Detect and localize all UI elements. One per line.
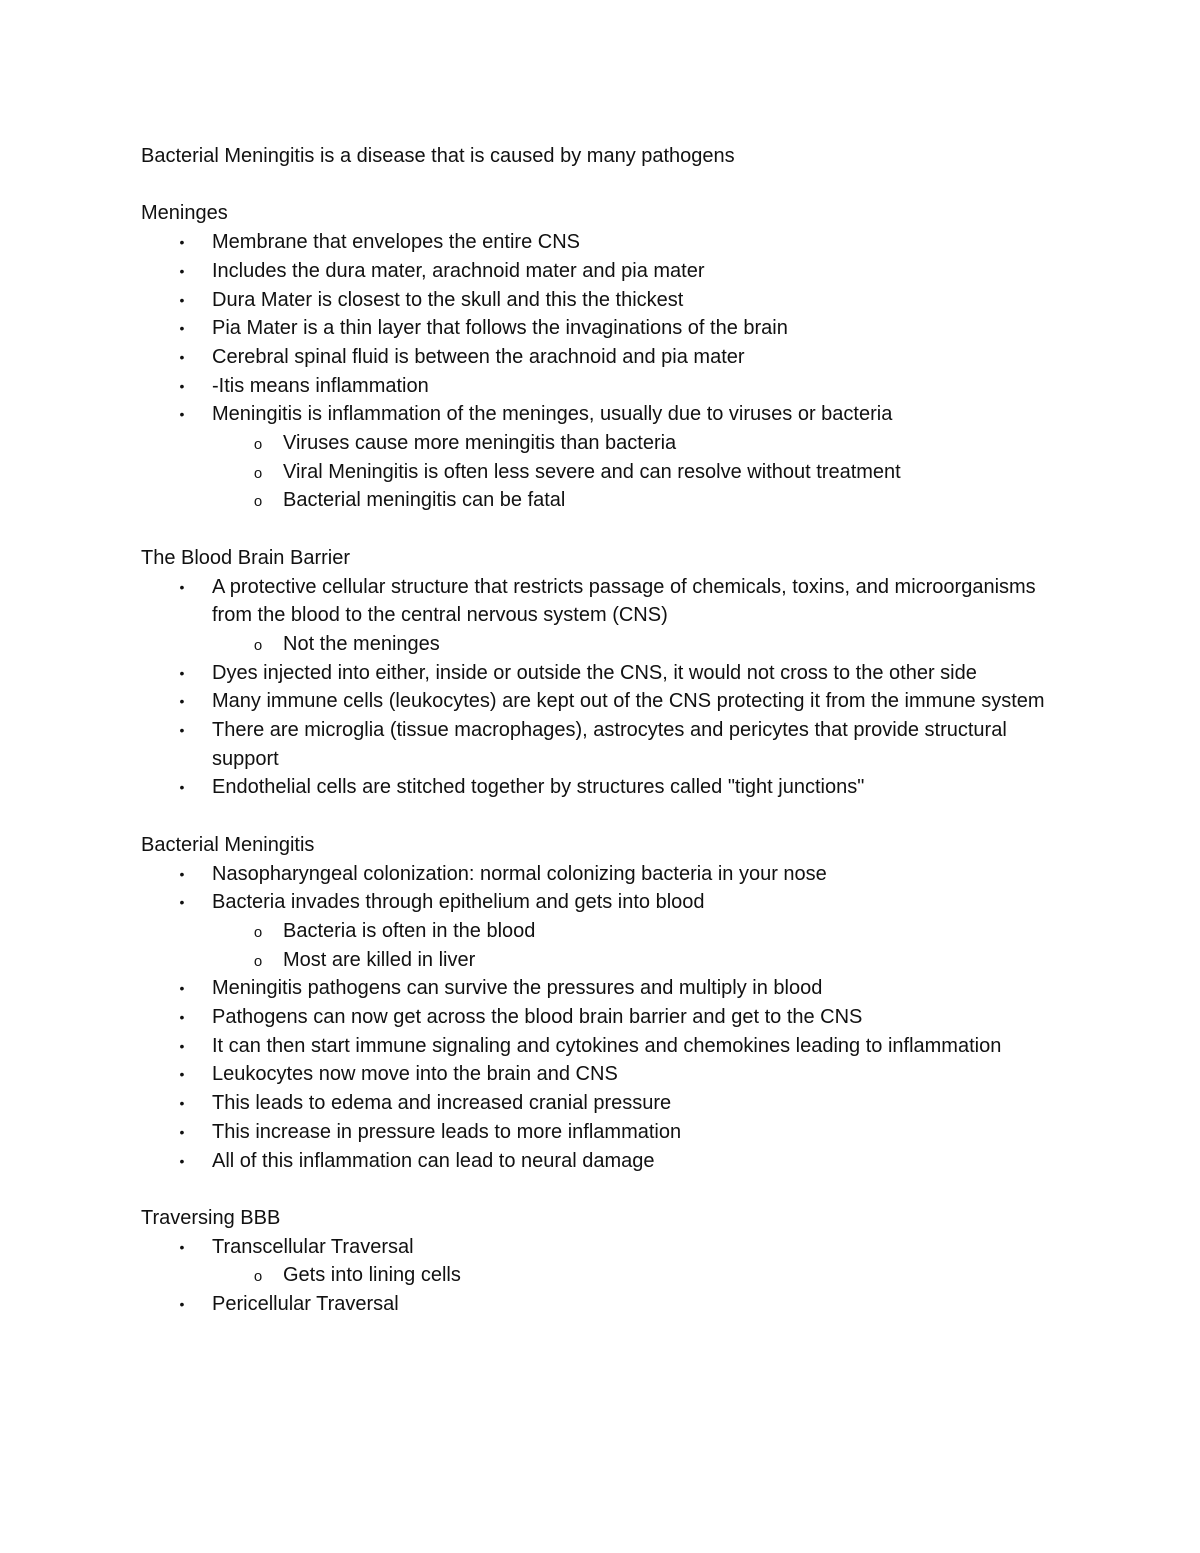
bullet-icon: • bbox=[179, 1009, 185, 1026]
list-item bbox=[141, 228, 1061, 257]
bullet-icon: • bbox=[179, 865, 185, 882]
sub-bullet-list bbox=[212, 1261, 1061, 1290]
sub-bullet-icon: o bbox=[253, 464, 263, 482]
list-item-text: Pia Mater is a thin layer that follows the invaginations of the brain bbox=[212, 317, 788, 340]
bullet-icon: • bbox=[179, 1066, 185, 1083]
section-heading: Bacterial Meningitis bbox=[141, 833, 315, 856]
list-item bbox=[141, 860, 1061, 889]
bullet-icon: • bbox=[179, 578, 185, 595]
section bbox=[141, 1204, 1061, 1319]
section bbox=[141, 544, 1061, 802]
sub-list-item bbox=[212, 630, 1061, 659]
list-item bbox=[141, 1089, 1061, 1118]
list-item-text: Nasopharyngeal colonization: normal colonizing bacteria in your nose bbox=[212, 862, 827, 885]
bullet-icon: • bbox=[179, 894, 185, 911]
bullet-list bbox=[141, 1233, 1061, 1319]
sub-list-item bbox=[212, 458, 1061, 487]
bullet-icon: • bbox=[179, 1296, 185, 1313]
bullet-icon: • bbox=[179, 406, 185, 423]
bullet-list bbox=[141, 228, 1061, 515]
bullet-icon: • bbox=[179, 1238, 185, 1255]
bullet-icon: • bbox=[179, 1037, 185, 1054]
section-heading: Meninges bbox=[141, 202, 228, 225]
list-item bbox=[141, 687, 1061, 716]
list-item-text: A protective cellular structure that restricts passage of chemicals, toxins, and microorganisms from the blood to the central nervous system (CNS) bbox=[212, 575, 1036, 627]
sections-container bbox=[141, 199, 1061, 1318]
list-item bbox=[141, 314, 1061, 343]
list-item-text: Dura Mater is closest to the skull and this the thickest bbox=[212, 288, 684, 311]
list-item bbox=[141, 888, 1061, 974]
list-item bbox=[141, 343, 1061, 372]
sub-bullet-list bbox=[212, 630, 1061, 659]
section bbox=[141, 831, 1061, 1175]
bullet-icon: • bbox=[179, 377, 185, 394]
bullet-icon: • bbox=[179, 291, 185, 308]
list-item bbox=[141, 400, 1061, 515]
list-item bbox=[141, 372, 1061, 401]
list-item-text: Bacteria invades through epithelium and gets into blood bbox=[212, 891, 705, 914]
list-item-text: This leads to edema and increased cranial pressure bbox=[212, 1092, 672, 1115]
list-item bbox=[141, 974, 1061, 1003]
sub-bullet-list bbox=[212, 429, 1061, 515]
list-item bbox=[141, 1032, 1061, 1061]
list-item-text: Pathogens can now get across the blood brain barrier and get to the CNS bbox=[212, 1006, 863, 1029]
list-item bbox=[141, 1060, 1061, 1089]
list-item-text: There are microglia (tissue macrophages), astrocytes and pericytes that provide structural support bbox=[212, 719, 1007, 770]
sub-list-item-text: Viral Meningitis is often less severe and can resolve without treatment bbox=[283, 460, 901, 483]
sub-list-item bbox=[212, 917, 1061, 946]
list-item bbox=[141, 1147, 1061, 1176]
list-item-text: Meningitis pathogens can survive the pressures and multiply in blood bbox=[212, 977, 823, 1000]
document-page bbox=[141, 142, 1061, 1319]
bullet-icon: • bbox=[179, 1095, 185, 1112]
list-item-text: Many immune cells (leukocytes) are kept out of the CNS protecting it from the immune system bbox=[212, 690, 1045, 713]
list-item bbox=[141, 773, 1061, 802]
section-heading: The Blood Brain Barrier bbox=[141, 546, 350, 569]
sub-list-item bbox=[212, 429, 1061, 458]
sub-list-item-text: Gets into lining cells bbox=[283, 1264, 461, 1287]
bullet-icon: • bbox=[179, 693, 185, 710]
sub-bullet-icon: o bbox=[253, 952, 263, 970]
sub-bullet-icon: o bbox=[253, 923, 263, 941]
sub-list-item bbox=[212, 1261, 1061, 1290]
bullet-icon: • bbox=[179, 980, 185, 997]
bullet-icon: • bbox=[179, 348, 185, 365]
sub-list-item-text: Bacteria is often in the blood bbox=[283, 919, 536, 942]
sub-list-item bbox=[212, 946, 1061, 975]
bullet-icon: • bbox=[179, 722, 185, 739]
list-item bbox=[141, 257, 1061, 286]
list-item-text: All of this inflammation can lead to neural damage bbox=[212, 1149, 655, 1172]
sub-list-item-text: Viruses cause more meningitis than bacteria bbox=[283, 432, 677, 455]
bullet-icon: • bbox=[179, 1152, 185, 1169]
sub-bullet-list bbox=[212, 917, 1061, 974]
list-item bbox=[141, 286, 1061, 315]
list-item-text: Dyes injected into either, inside or outside the CNS, it would not cross to the other side bbox=[212, 661, 977, 684]
intro-line: Bacterial Meningitis is a disease that is caused by many pathogens bbox=[141, 145, 735, 167]
list-item bbox=[141, 1003, 1061, 1032]
sub-list-item-text: Bacterial meningitis can be fatal bbox=[283, 489, 566, 512]
sub-list-item bbox=[212, 486, 1061, 515]
list-item-text: Membrane that envelopes the entire CNS bbox=[212, 231, 580, 254]
list-item-text: Meningitis is inflammation of the meninges, usually due to viruses or bacteria bbox=[212, 403, 893, 426]
bullet-icon: • bbox=[179, 320, 185, 337]
bullet-icon: • bbox=[179, 664, 185, 681]
sub-bullet-icon: o bbox=[253, 636, 263, 654]
sub-bullet-icon: o bbox=[253, 436, 263, 454]
bullet-icon: • bbox=[179, 1123, 185, 1140]
bullet-list bbox=[141, 573, 1061, 803]
sub-list-item-text: Most are killed in liver bbox=[283, 948, 476, 971]
list-item bbox=[141, 716, 1061, 773]
list-item-text: Transcellular Traversal bbox=[212, 1235, 414, 1258]
list-item bbox=[141, 1233, 1061, 1290]
list-item-text: -Itis means inflammation bbox=[212, 374, 429, 397]
sub-bullet-icon: o bbox=[253, 1268, 263, 1286]
list-item bbox=[141, 1290, 1061, 1319]
list-item-text: Pericellular Traversal bbox=[212, 1293, 399, 1316]
list-item-text: This increase in pressure leads to more inflammation bbox=[212, 1120, 682, 1143]
list-item-text: Leukocytes now move into the brain and CNS bbox=[212, 1063, 618, 1086]
bullet-list bbox=[141, 860, 1061, 1176]
bullet-icon: • bbox=[179, 234, 185, 251]
section bbox=[141, 199, 1061, 515]
list-item bbox=[141, 1118, 1061, 1147]
list-item-text: Endothelial cells are stitched together by structures called "tight junctions" bbox=[212, 776, 865, 799]
section-heading: Traversing BBB bbox=[141, 1206, 281, 1229]
sub-list-item-text: Not the meninges bbox=[283, 632, 440, 655]
list-item-text: Cerebral spinal fluid is between the arachnoid and pia mater bbox=[212, 345, 745, 368]
list-item-text: It can then start immune signaling and cytokines and chemokines leading to inflammation bbox=[212, 1034, 1002, 1057]
list-item bbox=[141, 573, 1061, 659]
list-item-text: Includes the dura mater, arachnoid mater and pia mater bbox=[212, 259, 705, 282]
list-item bbox=[141, 659, 1061, 688]
bullet-icon: • bbox=[179, 779, 185, 796]
bullet-icon: • bbox=[179, 262, 185, 279]
sub-bullet-icon: o bbox=[253, 493, 263, 511]
